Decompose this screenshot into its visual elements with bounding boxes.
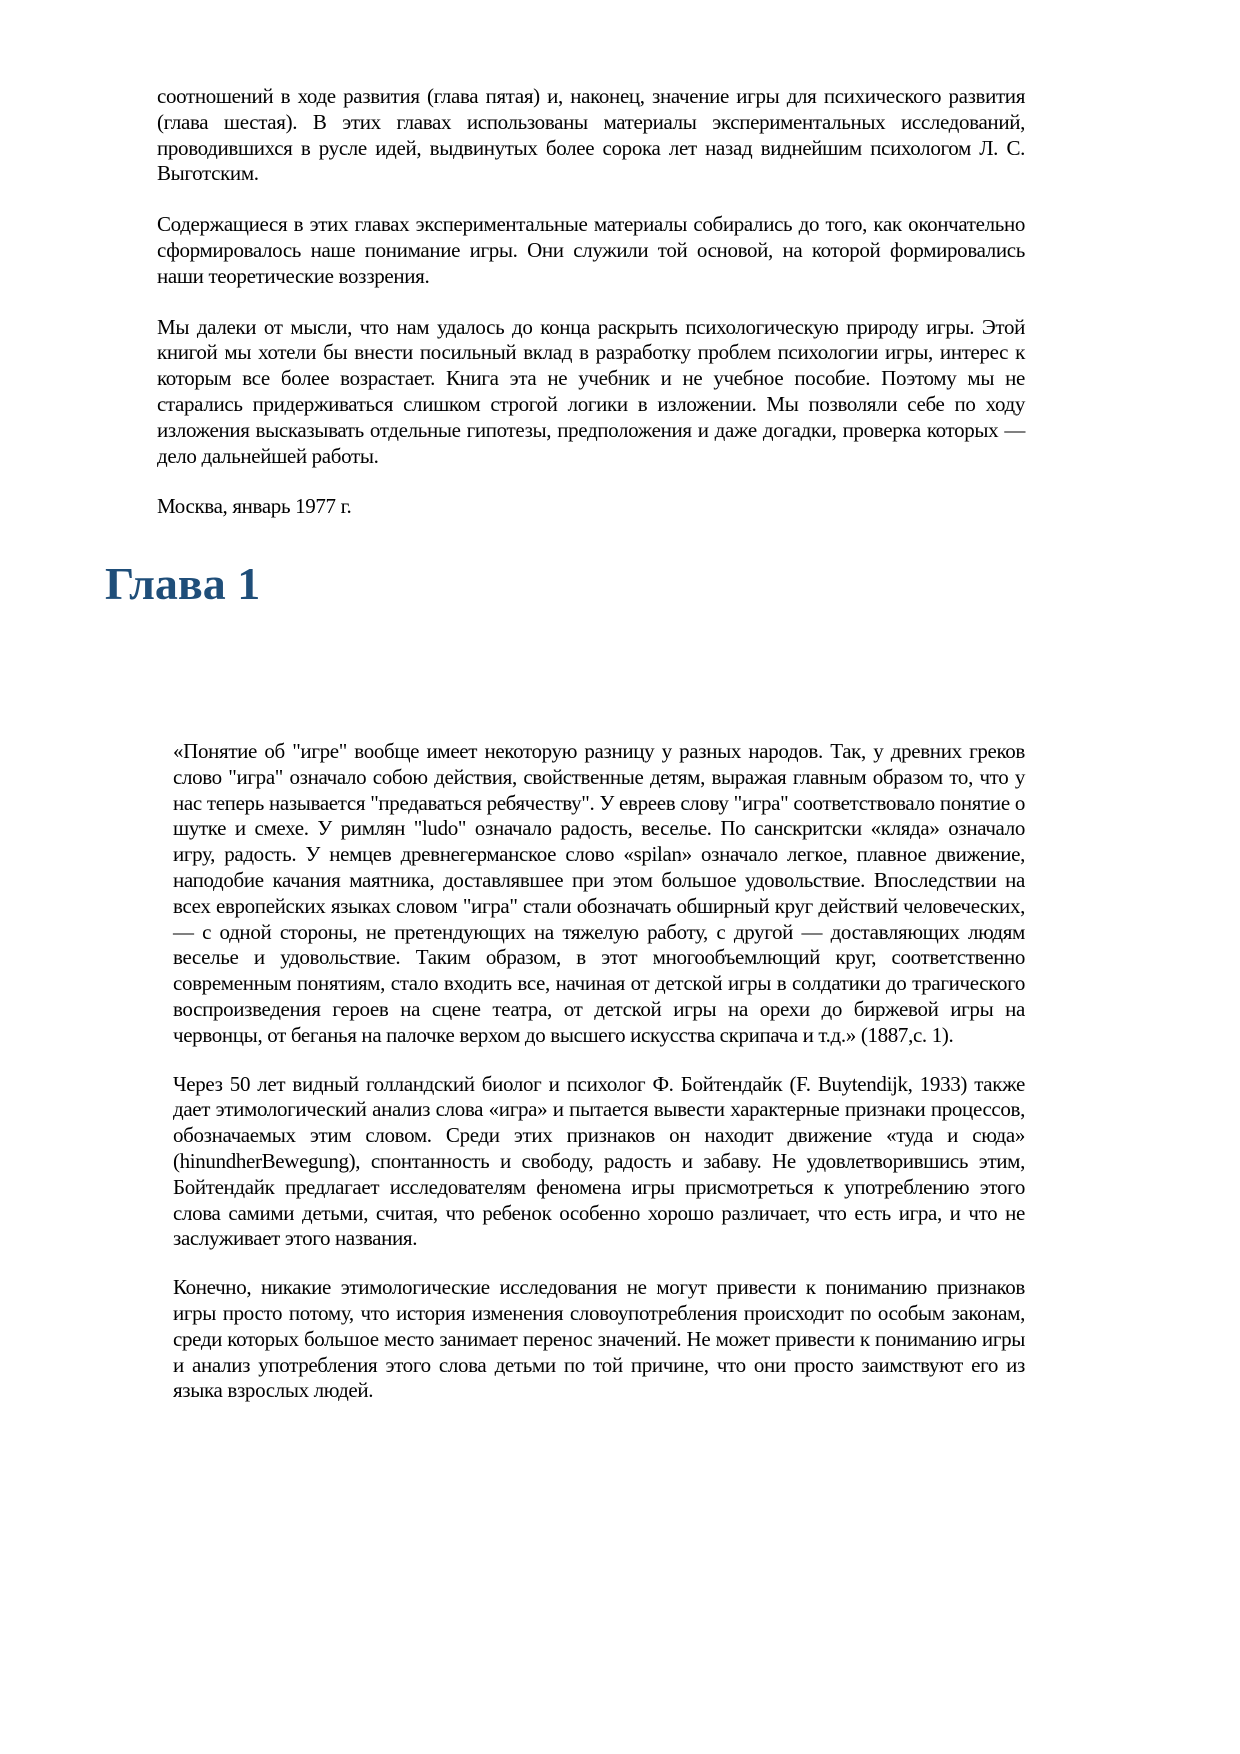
chapter-paragraph-3: Конечно, никакие этимологические исследования не могут привести к пониманию признаков игры просто потому, что история изменения словоупотребления происходит по особым законам, среди которых большое место занимает перенос значений. Не может привести к пониманию игры и анализ употребления этого слова детьми по той причине, что они просто заимствуют его из языка взрослых людей.	[173, 1275, 1025, 1403]
preface-paragraph-2: Содержащиеся в этих главах экспериментальные материалы собирались до того, как окончательно сформировалось наше понимание игры. Они служили той основой, на которой формировались наши теоретические воззрения.	[157, 212, 1025, 288]
preface-section	[157, 84, 1025, 520]
chapter-body	[173, 739, 1025, 1427]
chapter-heading: Глава 1	[105, 558, 261, 609]
chapter-quote-paragraph: «Понятие об "игре" вообще имеет некоторую разницу у разных народов. Так, у древних греков слово "игра" означало собою действия, свойственные детям, выражая главным образом то, что у нас теперь называется "предаваться ребячеству". У евреев слову "игра" соответствовало понятие о шутке и смехе. У римлян "ludo" означало радость, веселье. По санскритски «кляда» означало игру, радость. У немцев древнегерманское слово «spilan» означало легкое, плавное движение, наподобие качания маятника, доставлявшее при этом большое удовольствие. Впоследствии на всех европейских языках словом "игра" стали обозначать обширный круг действий человеческих, — с одной стороны, не претендующих на тяжелую работу, с другой — доставляющих людям веселье и удовольствие. Таким образом, в этот многообъемлющий круг, соответственно современным понятиям, стало входить все, начиная от детской игры в солдатики до трагического воспроизведения героев на сцене театра, от детской игры на орехи до биржевой игры на червонцы, от беганья на палочке верхом до высшего искусства скрипача и т.д.» (1887,с. 1).	[173, 739, 1025, 1047]
chapter-paragraph-2: Через 50 лет видный голландский биолог и психолог Ф. Бойтендайк (F. Buytendijk, 1933) также дает этимологический анализ слова «игра» и пытается вывести характерные признаки процессов, обозначаемых этим словом. Среди этих признаков он находит движение «туда и сюда» (hinundherBewegung), спонтанность и свободу, радость и забаву. Не удовлетворившись этим, Бойтендайк предлагает исследователям феномена игры присмотреться к употреблению этого слова самими детьми, считая, что ребенок особенно хорошо различает, что есть игра, и что не заслуживает этого названия.	[173, 1071, 1025, 1251]
preface-paragraph-1: соотношений в ходе развития (глава пятая) и, наконец, значение игры для психического развития (глава шестая). В этих главах использованы материалы экспериментальных исследований, проводившихся в русле идей, выдвинутых более сорока лет назад виднейшим психологом Л. С. Выготским.	[157, 84, 1025, 186]
preface-paragraph-3: Мы далеки от мысли, что нам удалось до конца раскрыть психологическую природу игры. Этой книгой мы хотели бы внести посильный вклад в разработку проблем психологии игры, интерес к которым все более возрастает. Книга эта не учебник и не учебное пособие. Поэтому мы не старались придерживаться слишком строгой логики в изложении. Мы позволяли себе по ходу изложения высказывать отдельные гипотезы, предположения и даже догадки, проверка которых — дело дальнейшей работы.	[157, 314, 1025, 468]
preface-signature: Москва, январь 1977 г.	[157, 494, 352, 519]
